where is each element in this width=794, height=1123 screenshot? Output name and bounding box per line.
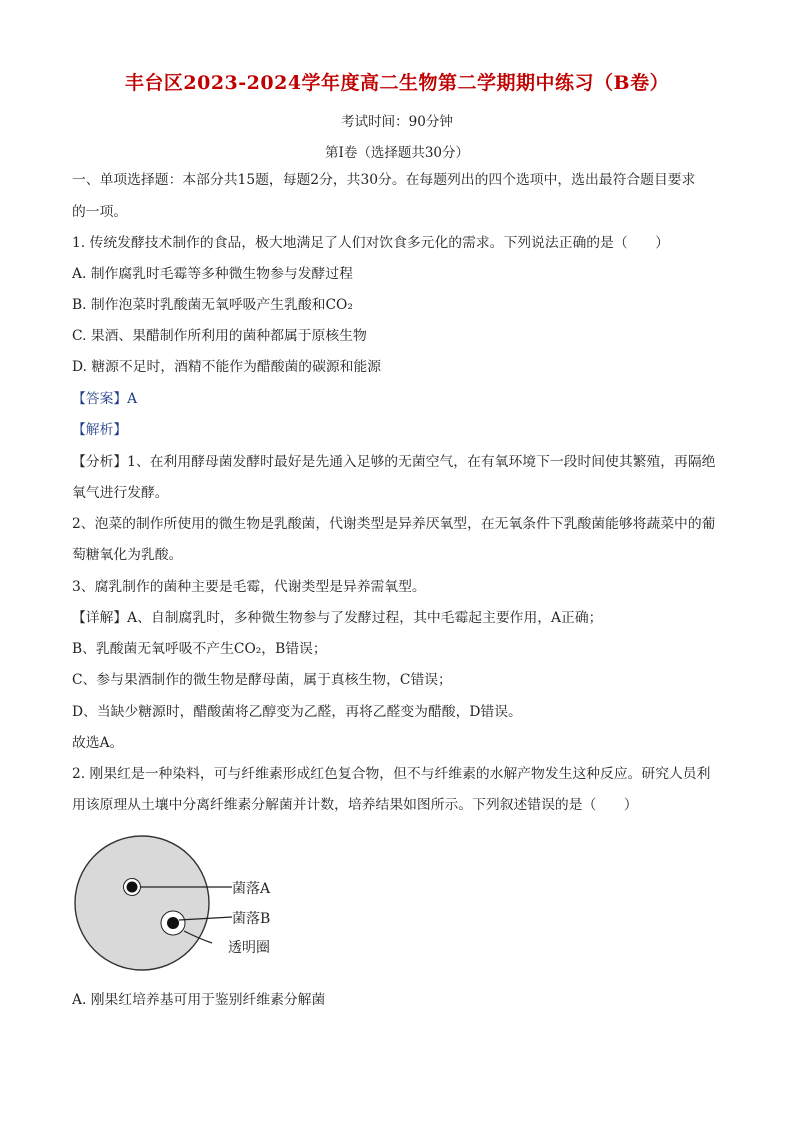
colony-a xyxy=(127,882,138,893)
q2-stem-line1: 2. 刚果红是一种染料，可与纤维素形成红色复合物，但不与纤维素的水解产物发生这种反应。研究人员利 xyxy=(72,766,711,782)
label-colony-a: 菌落A xyxy=(232,881,271,897)
page-title: 丰台区2023-2024学年度高二生物第二学期期中练习（B卷） xyxy=(124,72,670,94)
exam-time: 考试时间：90分钟 xyxy=(341,114,453,130)
q1-analysis-2b: 萄糖氧化为乳酸。 xyxy=(72,547,183,563)
q1-stem: 1. 传统发酵技术制作的食品，极大地满足了人们对饮食多元化的需求。下列说法正确的是（ ） xyxy=(72,235,670,251)
q1-analysis-heading: 【解析】 xyxy=(72,422,128,438)
section-instructions-line2: 的一项。 xyxy=(72,204,128,220)
q2-stem-line2: 用该原理从土壤中分离纤维素分解菌并计数，培养结果如图所示。下列叙述错误的是（ ） xyxy=(72,797,638,813)
colony-b xyxy=(167,917,179,929)
q1-option-a: A. 制作腐乳时毛霉等多种微生物参与发酵过程 xyxy=(72,266,353,282)
label-colony-b: 菌落B xyxy=(232,911,271,927)
q1-detail-a: 【详解】A、自制腐乳时，多种微生物参与了发酵过程，其中毛霉起主要作用，A正确； xyxy=(72,610,603,626)
q1-analysis-2a: 2、泡菜的制作所使用的微生物是乳酸菌，代谢类型是异养厌氧型，在无氧条件下乳酸菌能够将蔬菜中的葡 xyxy=(72,516,716,532)
q1-answer: 【答案】A xyxy=(72,391,138,407)
q1-conclusion: 故选A。 xyxy=(72,735,124,751)
q1-detail-b: B、乳酸菌无氧呼吸不产生CO₂，B错误； xyxy=(72,641,327,657)
q1-analysis-3: 3、腐乳制作的菌种主要是毛霉，代谢类型是异养需氧型。 xyxy=(72,579,426,595)
petri-dish xyxy=(75,836,209,970)
label-clear-zone: 透明圈 xyxy=(228,940,270,956)
volume-heading: 第Ⅰ卷（选择题共30分） xyxy=(324,145,469,161)
q2-option-a: A. 刚果红培养基可用于鉴别纤维素分解菌 xyxy=(72,992,326,1008)
q1-analysis-1a: 【分析】1、在利用酵母菌发酵时最好是先通入足够的无菌空气，在有氧环境下一段时间使其繁殖，再隔绝 xyxy=(72,454,716,470)
q1-detail-d: D、当缺少糖源时，醋酸菌将乙醇变为乙醛，再将乙醛变为醋酸，D错误。 xyxy=(72,704,522,720)
petri-dish-figure xyxy=(72,833,292,973)
q1-option-d: D. 糖源不足时，酒精不能作为醋酸菌的碳源和能源 xyxy=(72,359,382,375)
section-instructions-line1: 一、单项选择题：本部分共15题，每题2分，共30分。在每题列出的四个选项中，选出最符合题目要求 xyxy=(72,172,696,188)
q1-option-b: B. 制作泡菜时乳酸菌无氧呼吸产生乳酸和CO₂ xyxy=(72,297,353,313)
q1-detail-c: C、参与果酒制作的微生物是酵母菌，属于真核生物，C错误； xyxy=(72,672,452,688)
q1-analysis-1b: 氧气进行发酵。 xyxy=(72,485,169,501)
q1-option-c: C. 果酒、果醋制作所利用的菌种都属于原核生物 xyxy=(72,328,367,344)
